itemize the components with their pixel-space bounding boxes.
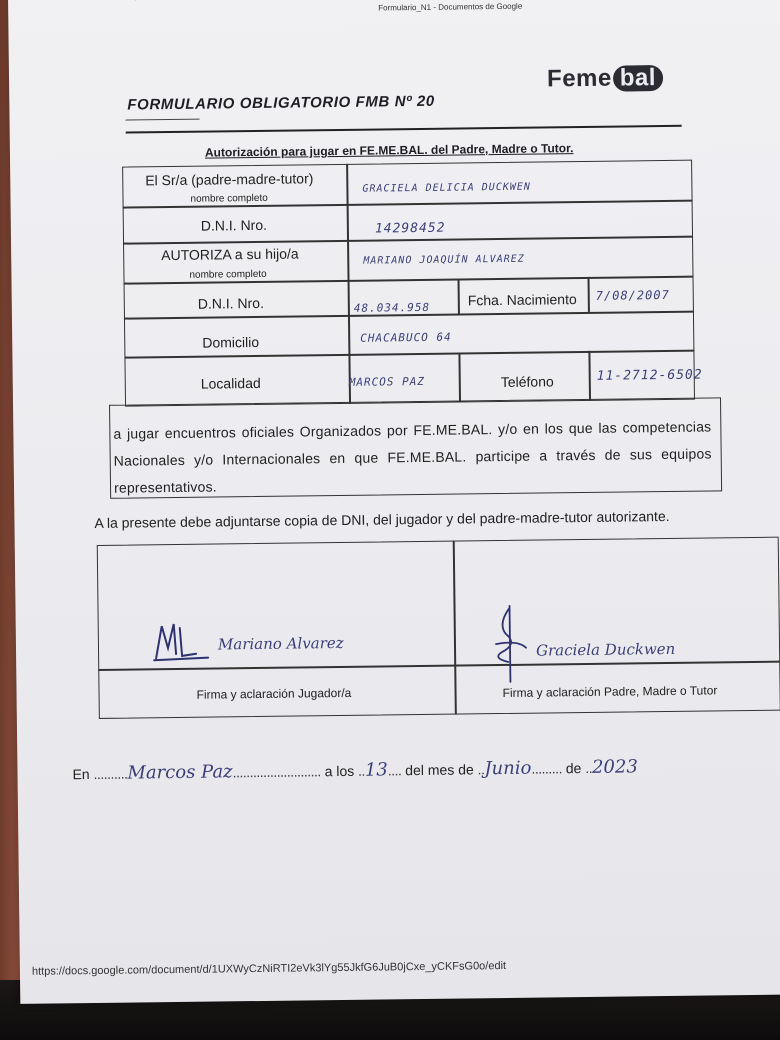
child-label: AUTORIZA a su hijo/a: [161, 245, 299, 264]
parent-name-value: GRACIELA DELICIA DUCKWEN: [362, 181, 531, 195]
place-dotted-line-end: ..........................: [232, 763, 321, 781]
authorization-text: a jugar encuentros oficiales Organizados por FE.ME.BAL. y/o en los que las competencias Nacionales y/o Internacionales en que FE.ME.BAL. participe a través de sus equipos representativos.: [113, 418, 712, 496]
player-signature-caption: Firma y aclaración Jugador/a: [196, 685, 352, 702]
print-timestamp: [108, 0, 159, 2]
place-date-line: [72, 756, 638, 784]
logo-text-part2: bal: [613, 65, 664, 92]
page-url: https://docs.google.com/document/d/1UXWyCzNiRTI2eVk3lYg55JkfG6JuB0jCxe_yCKFsG0o/edit: [31, 959, 507, 978]
place-dotted-line: ..........: [93, 765, 128, 783]
parent-signature-name: Graciela Duckwen: [535, 639, 676, 660]
phone-label: Teléfono: [500, 373, 554, 391]
attachment-note: A la presente debe adjuntarse copia de DNI, del jugador y del padre-madre-tutor autorizante.: [94, 507, 670, 531]
year-value: 2023: [591, 756, 638, 778]
address-label: Domicilio: [202, 333, 260, 351]
child-name-value: MARIANO JOAQUÍN ALVAREZ: [363, 253, 525, 267]
month-dotted-line-end: .........: [531, 760, 563, 777]
title-rule: [126, 125, 682, 134]
form-subtitle: Autorización para jugar en FE.ME.BAL. del Padre, Madre o Tutor.: [204, 141, 574, 160]
player-signature-scribble: [152, 618, 213, 669]
logo-text-part1: Feme: [546, 64, 612, 93]
player-signature-name: Mariano Alvarez: [217, 633, 344, 654]
month-dotted-line: ..: [477, 761, 485, 778]
birth-date-label: Fcha. Nacimiento: [467, 291, 577, 309]
child-dni-value: 48.034.958: [353, 300, 431, 315]
femebal-logo: [547, 64, 663, 93]
title-short-rule: [126, 119, 200, 121]
place-value: Marcos Paz: [127, 761, 233, 784]
month-value: Junio: [484, 757, 532, 780]
parent-sublabel: nombre completo: [190, 192, 268, 205]
address-value: CHACABUCO 64: [360, 330, 452, 345]
parent-signature-caption: Firma y aclaración Padre, Madre o Tutor: [502, 683, 718, 701]
de-label: de: [565, 760, 582, 777]
a-los-label: a los: [324, 762, 355, 780]
child-sublabel: nombre completo: [189, 268, 267, 281]
parent-signature-scribble: [487, 604, 532, 685]
parent-dni-value: 14298452: [374, 220, 446, 237]
day-dotted-line: ..: [358, 762, 365, 779]
mes-label: del mes de: [405, 761, 474, 779]
parent-label: El Sr/a (padre-madre-tutor): [145, 170, 314, 189]
birth-date-value: 7/08/2007: [595, 287, 670, 303]
day-value: 13: [364, 759, 388, 781]
phone-value: 11-2712-6502: [596, 367, 703, 384]
form-title: FORMULARIO OBLIGATORIO FMB Nº 20: [127, 92, 435, 114]
year-dotted-line: ..: [585, 759, 593, 777]
paper-sheet: [8, 0, 780, 1004]
print-doc-title: Formulario_N1 - Documentos de Google: [378, 1, 523, 13]
child-dni-label: D.N.I. Nro.: [197, 294, 265, 312]
en-label: En: [72, 766, 90, 783]
parent-dni-label: D.N.I. Nro.: [200, 216, 268, 234]
city-label: Localidad: [200, 374, 261, 392]
city-value: MARCOS PAZ: [348, 374, 426, 389]
day-dotted-line-end: ....: [387, 762, 402, 779]
